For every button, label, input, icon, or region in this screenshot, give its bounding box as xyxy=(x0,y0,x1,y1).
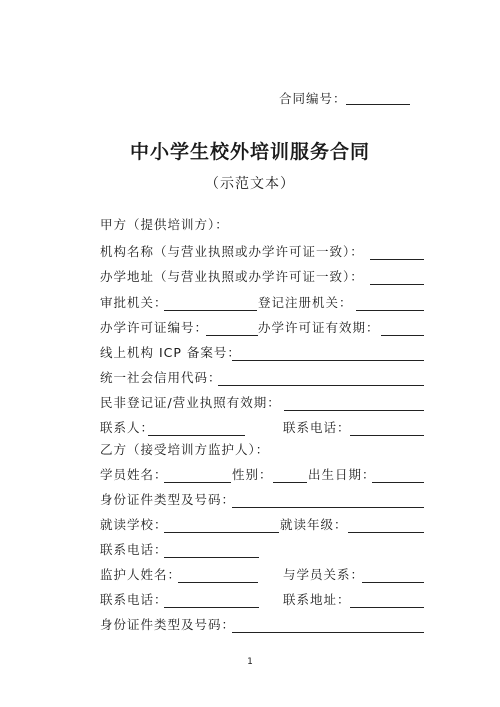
license-validity-field[interactable] xyxy=(381,335,424,336)
address-label: 联系地址： xyxy=(283,592,351,607)
gender-label: 性别： xyxy=(232,467,273,482)
org-name-label: 机构名称（与营业执照或办学许可证一致）： xyxy=(100,244,364,259)
student-id-label: 身份证件类型及号码： xyxy=(100,492,236,507)
party-a-phone-field[interactable] xyxy=(350,435,424,436)
cert-validity-label: 民非登记证/营业执照有效期： xyxy=(100,395,281,410)
birth-date-field[interactable] xyxy=(372,482,424,483)
birth-date-label: 出生日期： xyxy=(308,467,376,482)
contract-no-field[interactable] xyxy=(346,104,410,105)
school-field[interactable] xyxy=(164,532,279,533)
grade-field[interactable] xyxy=(348,532,424,533)
guardian-phone-label: 联系电话： xyxy=(100,592,168,607)
guardian-name-label: 监护人姓名： xyxy=(100,567,182,582)
credit-code-label: 统一社会信用代码： xyxy=(100,370,222,385)
registration-authority-field[interactable] xyxy=(356,310,424,311)
relation-label: 与学员关系： xyxy=(283,567,365,582)
guardian-id-label: 身份证件类型及号码： xyxy=(100,617,236,632)
page-number: 1 xyxy=(247,657,253,667)
guardian-id-field[interactable] xyxy=(232,632,424,633)
party-a-heading: 甲方（提供培训方）： xyxy=(100,217,229,232)
credit-code-field[interactable] xyxy=(218,385,424,386)
icp-no-field[interactable] xyxy=(232,360,424,361)
document-title: 中小学生校外培训服务合同 xyxy=(129,141,370,163)
party-b-heading: 乙方（接受培训方监护人）： xyxy=(100,442,270,457)
student-name-label: 学员姓名： xyxy=(100,467,168,482)
guardian-name-field[interactable] xyxy=(178,582,258,583)
student-phone-label: 联系电话： xyxy=(100,542,168,557)
student-phone-field[interactable] xyxy=(164,557,259,558)
license-validity-label: 办学许可证有效期： xyxy=(258,320,380,335)
license-no-label: 办学许可证编号： xyxy=(100,320,209,335)
guardian-phone-field[interactable] xyxy=(164,607,259,608)
org-address-field[interactable] xyxy=(370,284,424,285)
license-no-field[interactable] xyxy=(206,335,258,336)
contact-person-label: 联系人： xyxy=(100,420,155,435)
registration-authority-label: 登记注册机关： xyxy=(258,295,353,310)
contact-person-field[interactable] xyxy=(148,435,245,436)
gender-field[interactable] xyxy=(273,482,307,483)
student-name-field[interactable] xyxy=(164,482,231,483)
approval-authority-field[interactable] xyxy=(164,310,257,311)
relation-field[interactable] xyxy=(362,582,424,583)
org-address-label: 办学地址（与营业执照或办学许可证一致）： xyxy=(100,269,364,284)
student-id-field[interactable] xyxy=(232,507,424,508)
document-subtitle: （示范文本） xyxy=(205,176,295,192)
address-field[interactable] xyxy=(350,607,424,608)
org-name-field[interactable] xyxy=(370,259,424,260)
approval-authority-label: 审批机关： xyxy=(100,295,168,310)
contract-no-label: 合同编号： xyxy=(279,91,347,106)
grade-label: 就读年级： xyxy=(280,517,348,532)
school-label: 就读学校： xyxy=(100,517,168,532)
icp-no-label: 线上机构 ICP 备案号： xyxy=(100,345,241,360)
cert-validity-field[interactable] xyxy=(284,410,424,411)
party-a-phone-label: 联系电话： xyxy=(283,420,351,435)
